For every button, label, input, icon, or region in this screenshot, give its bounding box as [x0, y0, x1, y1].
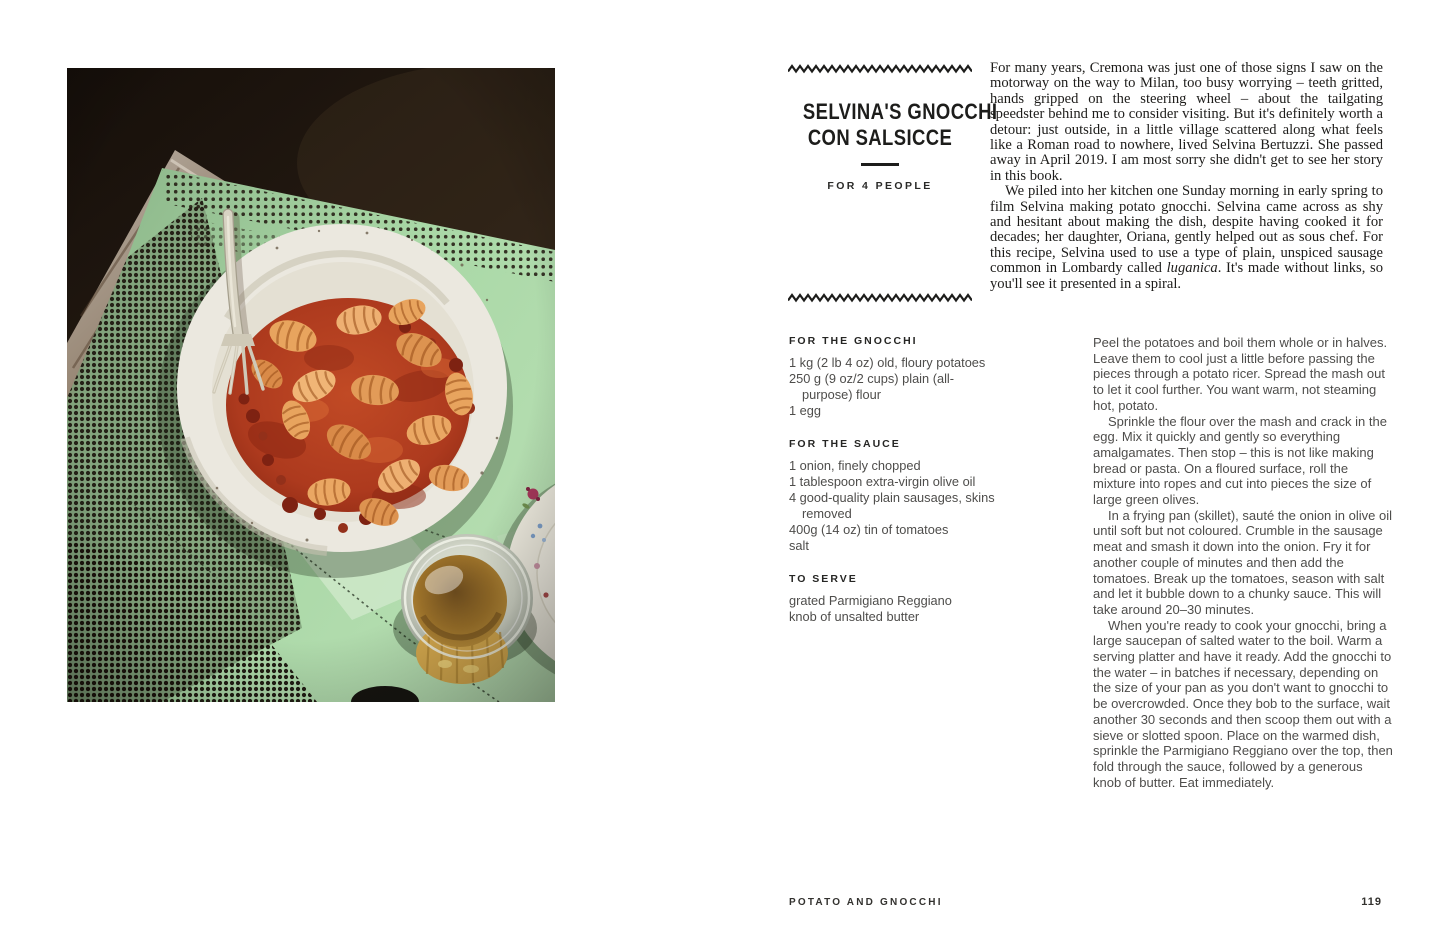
intro-italic-term: luganica	[1166, 260, 1218, 277]
recipe-title-block	[786, 64, 998, 303]
title-divider	[861, 163, 899, 166]
recipe-intro	[990, 61, 1383, 292]
method-paragraph: In a frying pan (skillet), sauté the onion in olive oil until soft but not coloured. Crumble in the sausage meat and smash it down into the onion. Fry it for another couple of minutes and then add the tomatoes. Break up the tomatoes, season with salt and let it bubble down to a chunky sauce. This will take around 20–30 minutes.	[1093, 507, 1392, 617]
ingredient-item: 1 kg (2 lb 4 oz) old, floury potatoes	[789, 355, 986, 370]
running-footer: POTATO AND GNOCCHI	[789, 897, 943, 908]
recipe-photo-illustration	[67, 68, 555, 702]
recipe-title-line1: SELVINA'S GNOCCHI	[802, 99, 998, 124]
page-number: 119	[1361, 896, 1382, 908]
ingredient-item: grated Parmigiano Reggiano	[789, 593, 952, 608]
intro-paragraph: For many years, Cremona was just one of those signs I saw on the motorway on the way to Milan, too busy worrying – teeth gritted, hands gripped on the steering wheel – about the tailgating speedster behind me to consider visiting. But it's definitely worth a detour: just outside, in a little village scattered along what feels like a Roman road to nowhere, lived Selvina Bertuzzi. She passed away in April 2019. I am most sorry she didn't get to see her story in this book.	[990, 60, 1383, 184]
method-paragraph: Sprinkle the flour over the mash and crack in the egg. Mix it quickly and gently so everything amalgamates. Then stop – this is not like making bread or pasta. On a floured surface, roll the mixture into ropes and cut into pieces the size of large green olives.	[1093, 413, 1387, 508]
ingredient-item: 250 g (9 oz/2 cups) plain (all-purpose) flour	[789, 371, 955, 402]
ingredient-item: 1 onion, finely chopped	[789, 458, 921, 473]
zigzag-divider-bottom	[788, 293, 972, 303]
ingredient-section-heading: FOR THE SAUCE	[789, 438, 901, 450]
ingredient-item: 400g (14 oz) tin of tomatoes	[789, 522, 949, 537]
intro-paragraph	[990, 184, 1383, 292]
recipe-title	[786, 99, 998, 151]
recipe-title-line2: CON SALSICCE	[807, 125, 953, 150]
ingredient-section-heading: FOR THE GNOCCHI	[789, 335, 918, 347]
intro-text: . It's made without links, so you'll see it presented in a spiral.	[990, 260, 1383, 292]
zigzag-divider-top	[788, 64, 972, 74]
ingredient-item: 1 egg	[789, 403, 822, 418]
ingredients-column	[789, 333, 1001, 625]
recipe-photo	[67, 68, 555, 702]
method-paragraph: Peel the potatoes and boil them whole or in halves. Leave them to cool just a little before passing the pieces through a potato ricer. Spread the mash out to let it cool further. You want warm, not steaming hot, potato.	[1093, 335, 1388, 413]
method-column	[1093, 335, 1393, 790]
ingredient-item: 4 good-quality plain sausages, skins removed	[789, 490, 995, 521]
ingredient-section	[789, 571, 1001, 625]
ingredient-item: 1 tablespoon extra-virgin olive oil	[789, 474, 976, 489]
serves-label: FOR 4 PEOPLE	[827, 179, 933, 192]
ingredient-item: knob of unsalted butter	[789, 609, 920, 624]
intro-text: We piled into her kitchen one Sunday morning in early spring to film Selvina making potato gnocchi. Selvina came across as shy and hesitant about making the dish, despite having cooked it for decades; her daughter, Oriana, gently helped out as sous chef. For this recipe, Selvina used to use a type of plain, unspiced sausage common in Lombardy called	[990, 183, 1383, 277]
ingredient-section	[789, 333, 1001, 419]
method-paragraph: When you're ready to cook your gnocchi, bring a large saucepan of salted water to the boil. Warm a serving platter and have it ready. Add the gnocchi to the water – in batches if necessary, depending on the size of your pan as you don't want to gnocchi to be overcrowded. Once they bob to the surface, wait another 30 seconds and then scoop them out with a sieve or slotted spoon. Place on the warmed dish, sprinkle the Parmigiano Reggiano over the top, then fold through the sauce, followed by a generous knob of butter. Eat immediately.	[1093, 617, 1393, 790]
ingredient-section-heading: TO SERVE	[789, 573, 858, 585]
ingredient-item: salt	[789, 538, 809, 553]
ingredient-section	[789, 436, 1001, 554]
